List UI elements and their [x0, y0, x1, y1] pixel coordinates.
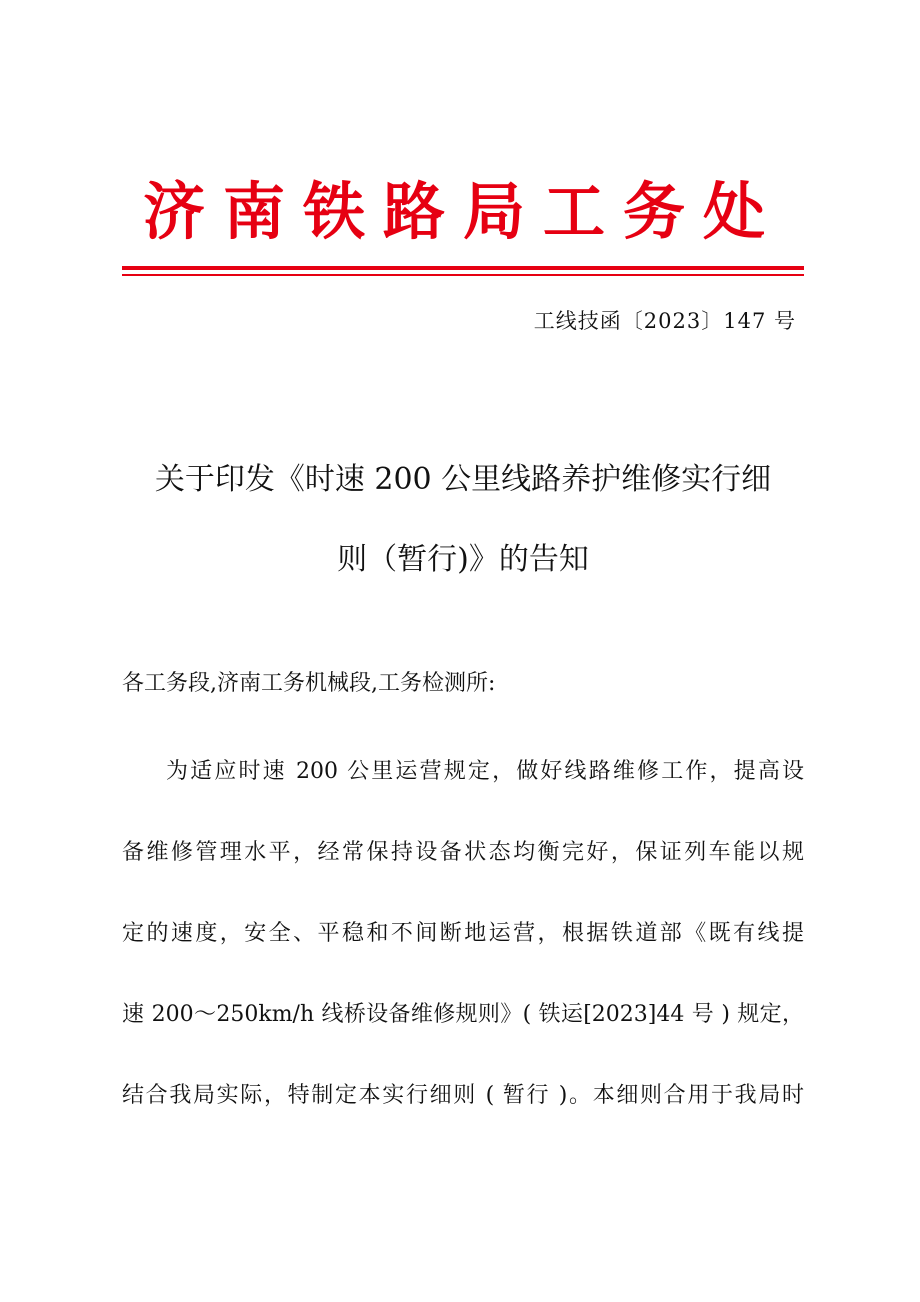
letterhead-rule-thick [122, 266, 804, 270]
document-title [122, 440, 804, 600]
document-number: 工线技函〔2023〕147 号 [533, 309, 796, 333]
body-line: 定的速度，安全、平稳和不间断地运营，根据铁道部《既有线提 [122, 921, 804, 946]
document-title-line-1: 关于印发《时速 200 公里线路养护维修实行细 [154, 462, 772, 497]
body-line: 结合我局实际，特制定本实行细则 ( 暂行 )。本细则合用于我局时 [122, 1083, 804, 1108]
body-line: 备维修管理水平，经常保持设备状态均衡完好，保证列车能以规 [122, 840, 804, 865]
body-line: 速 200～250km/h 线桥设备维修规则》( 铁运[2023]44 号 ) 规定， [122, 1002, 804, 1027]
document-title-line-2: 则（暂行)》的告知 [337, 542, 589, 577]
body-paragraph [122, 752, 804, 1157]
addressee: 各工务段,济南工务机械段,工务检测所: [122, 671, 496, 696]
body-line: 为适应时速 200 公里运营规定，做好线路维修工作，提高设 [166, 759, 804, 784]
letterhead-rule-thin [122, 274, 804, 276]
letterhead-org-name: 济南铁路局工务处 [142, 175, 783, 248]
